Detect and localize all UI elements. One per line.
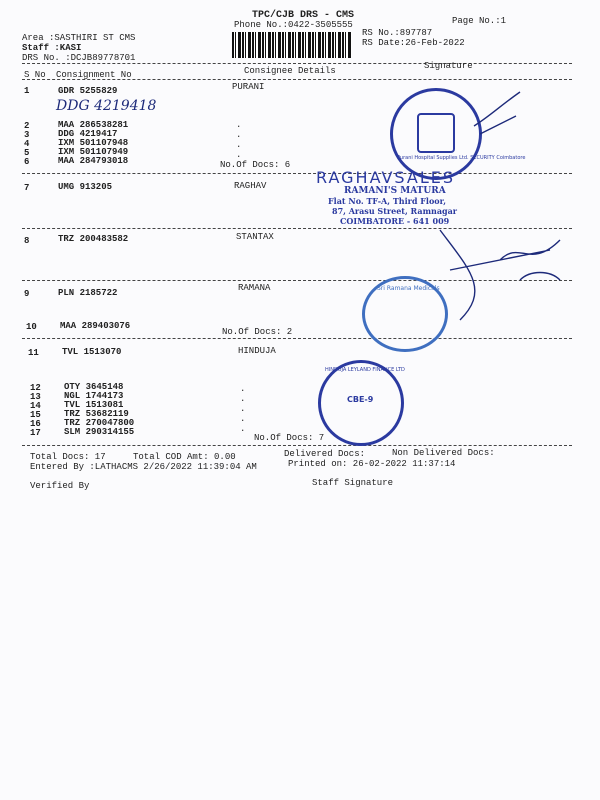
entered-by: Entered By :LATHACMS 2/26/2022 11:39:04 AM	[30, 462, 257, 472]
hinduja-finance-stamp	[318, 360, 404, 446]
row-sno: 2	[24, 121, 30, 131]
row-consignment: PLN 2185722	[58, 288, 118, 298]
consignee-name: STANTAX	[236, 232, 274, 242]
row-sno: 13	[30, 392, 41, 402]
row-consignment: TVL 1513070	[62, 347, 122, 357]
rs-number: RS No.:897787	[362, 28, 433, 38]
doc-count: No.Of Docs: 7	[254, 433, 325, 443]
divider	[22, 63, 572, 64]
raghav-stamp-line: COIMBATORE - 641 009	[340, 216, 450, 226]
total-cod-amount: Total COD Amt: 0.00	[133, 452, 236, 462]
stamp-text: HINDUJA LEYLAND FINANCE LTD	[325, 367, 405, 373]
row-sno: 4	[24, 139, 30, 149]
divider	[22, 79, 572, 80]
drs-number: DRS No. :DCJB89778701	[22, 53, 136, 63]
raghav-stamp-line: RAMANI'S MATURA	[344, 186, 446, 196]
area-label: Area :SASTHIRI ST CMS	[22, 33, 136, 43]
staff-label: Staff :KASI	[22, 43, 82, 53]
row-sno: 1	[24, 86, 30, 96]
stamp-text: Sri Ramana Medicals	[377, 285, 440, 292]
row-consignment: OTY 3645148	[64, 382, 124, 392]
row-sno: 6	[24, 157, 30, 167]
row-sno: 9	[24, 289, 30, 299]
row-sno: 14	[30, 401, 41, 411]
divider	[22, 173, 572, 174]
bullet: .	[240, 404, 246, 414]
raghav-stamp-line: Flat No. TF-A, Third Floor,	[328, 196, 447, 206]
column-header-signature: Signature	[424, 61, 473, 71]
stamp-center-text: CBE-9	[347, 395, 374, 404]
row-consignment: MAA 286538281	[58, 120, 129, 130]
row-consignment: TRZ 53682119	[64, 409, 129, 419]
row-consignment: GDR 5255829	[58, 86, 118, 96]
row-consignment: UMG 913205	[58, 182, 113, 192]
bullet: .	[236, 140, 242, 150]
printed-on: Printed on: 26-02-2022 11:37:14	[288, 459, 456, 469]
large-signature-icon	[430, 210, 570, 340]
row-consignment: IXM 501107949	[58, 147, 129, 157]
staff-signature-label: Staff Signature	[312, 478, 394, 488]
column-header-consignment: Consignment No	[56, 70, 132, 80]
ramana-medicals-stamp	[362, 276, 448, 352]
column-header-consignee: Consignee Details	[244, 66, 336, 76]
row-sno: 8	[24, 236, 30, 246]
consignee-name: HINDUJA	[238, 346, 276, 356]
column-header-sno: S No	[24, 70, 46, 80]
row-consignment: SLM 290314155	[64, 427, 135, 437]
row-consignment: TRZ 200483582	[58, 234, 129, 244]
row-consignment: IXM 501107948	[58, 138, 129, 148]
row-consignment: TRZ 270047800	[64, 418, 135, 428]
verified-by: Verified By	[30, 481, 90, 491]
consignee-name: RAGHAV	[234, 181, 267, 191]
document-title: TPC/CJB DRS - CMS	[252, 10, 355, 21]
stamp-logo-icon	[417, 113, 455, 153]
divider	[22, 445, 572, 446]
total-docs: Total Docs: 17	[30, 452, 106, 462]
row-sno: 17	[30, 428, 41, 438]
bullet: .	[240, 414, 246, 424]
barcode-image	[232, 32, 352, 58]
doc-count: No.Of Docs: 6	[220, 160, 291, 170]
row-sno: 7	[24, 183, 30, 193]
row-sno: 5	[24, 148, 30, 158]
consignee-name: RAMANA	[238, 283, 271, 293]
delivered-docs: Delivered Docs:	[284, 449, 366, 459]
row-consignment: MAA 289403076	[60, 321, 131, 331]
bullet: .	[240, 394, 246, 404]
row-sno: 15	[30, 410, 41, 420]
row-consignment: DDG 4219417	[58, 129, 118, 139]
bullet: .	[236, 120, 242, 130]
row-sno: 16	[30, 419, 41, 429]
row-sno: 12	[30, 383, 41, 393]
row-sno: 11	[28, 348, 39, 358]
rs-date: RS Date:26-Feb-2022	[362, 38, 465, 48]
doc-count: No.Of Docs: 2	[222, 327, 293, 337]
row-consignment: TVL 1513081	[64, 400, 124, 410]
bullet: .	[240, 424, 246, 434]
bullet: .	[240, 384, 246, 394]
bullet: .	[236, 130, 242, 140]
purani-signature-icon	[470, 86, 530, 146]
consignee-name: PURANI	[232, 82, 265, 92]
row-consignment: NGL 1744173	[64, 391, 124, 401]
raghav-stamp-line: 87, Arasu Street, Ramnagar	[332, 206, 458, 216]
stamp-text: Purani Hospital Supplies Ltd. SECURITY Coimbatore	[397, 155, 526, 161]
page-number: Page No.:1	[452, 16, 507, 26]
bullet: .	[236, 150, 242, 160]
row-sno: 10	[26, 322, 37, 332]
row-consignment: MAA 284793018	[58, 156, 129, 166]
raghav-stamp-title: RAGHAVSALES	[316, 168, 456, 187]
handwritten-note: DDG 4219418	[56, 98, 157, 114]
row-sno: 3	[24, 130, 30, 140]
purani-company-stamp	[390, 88, 526, 180]
phone-number: Phone No.:0422-3505555	[234, 20, 353, 30]
non-delivered-docs: Non Delivered Docs:	[392, 448, 495, 458]
